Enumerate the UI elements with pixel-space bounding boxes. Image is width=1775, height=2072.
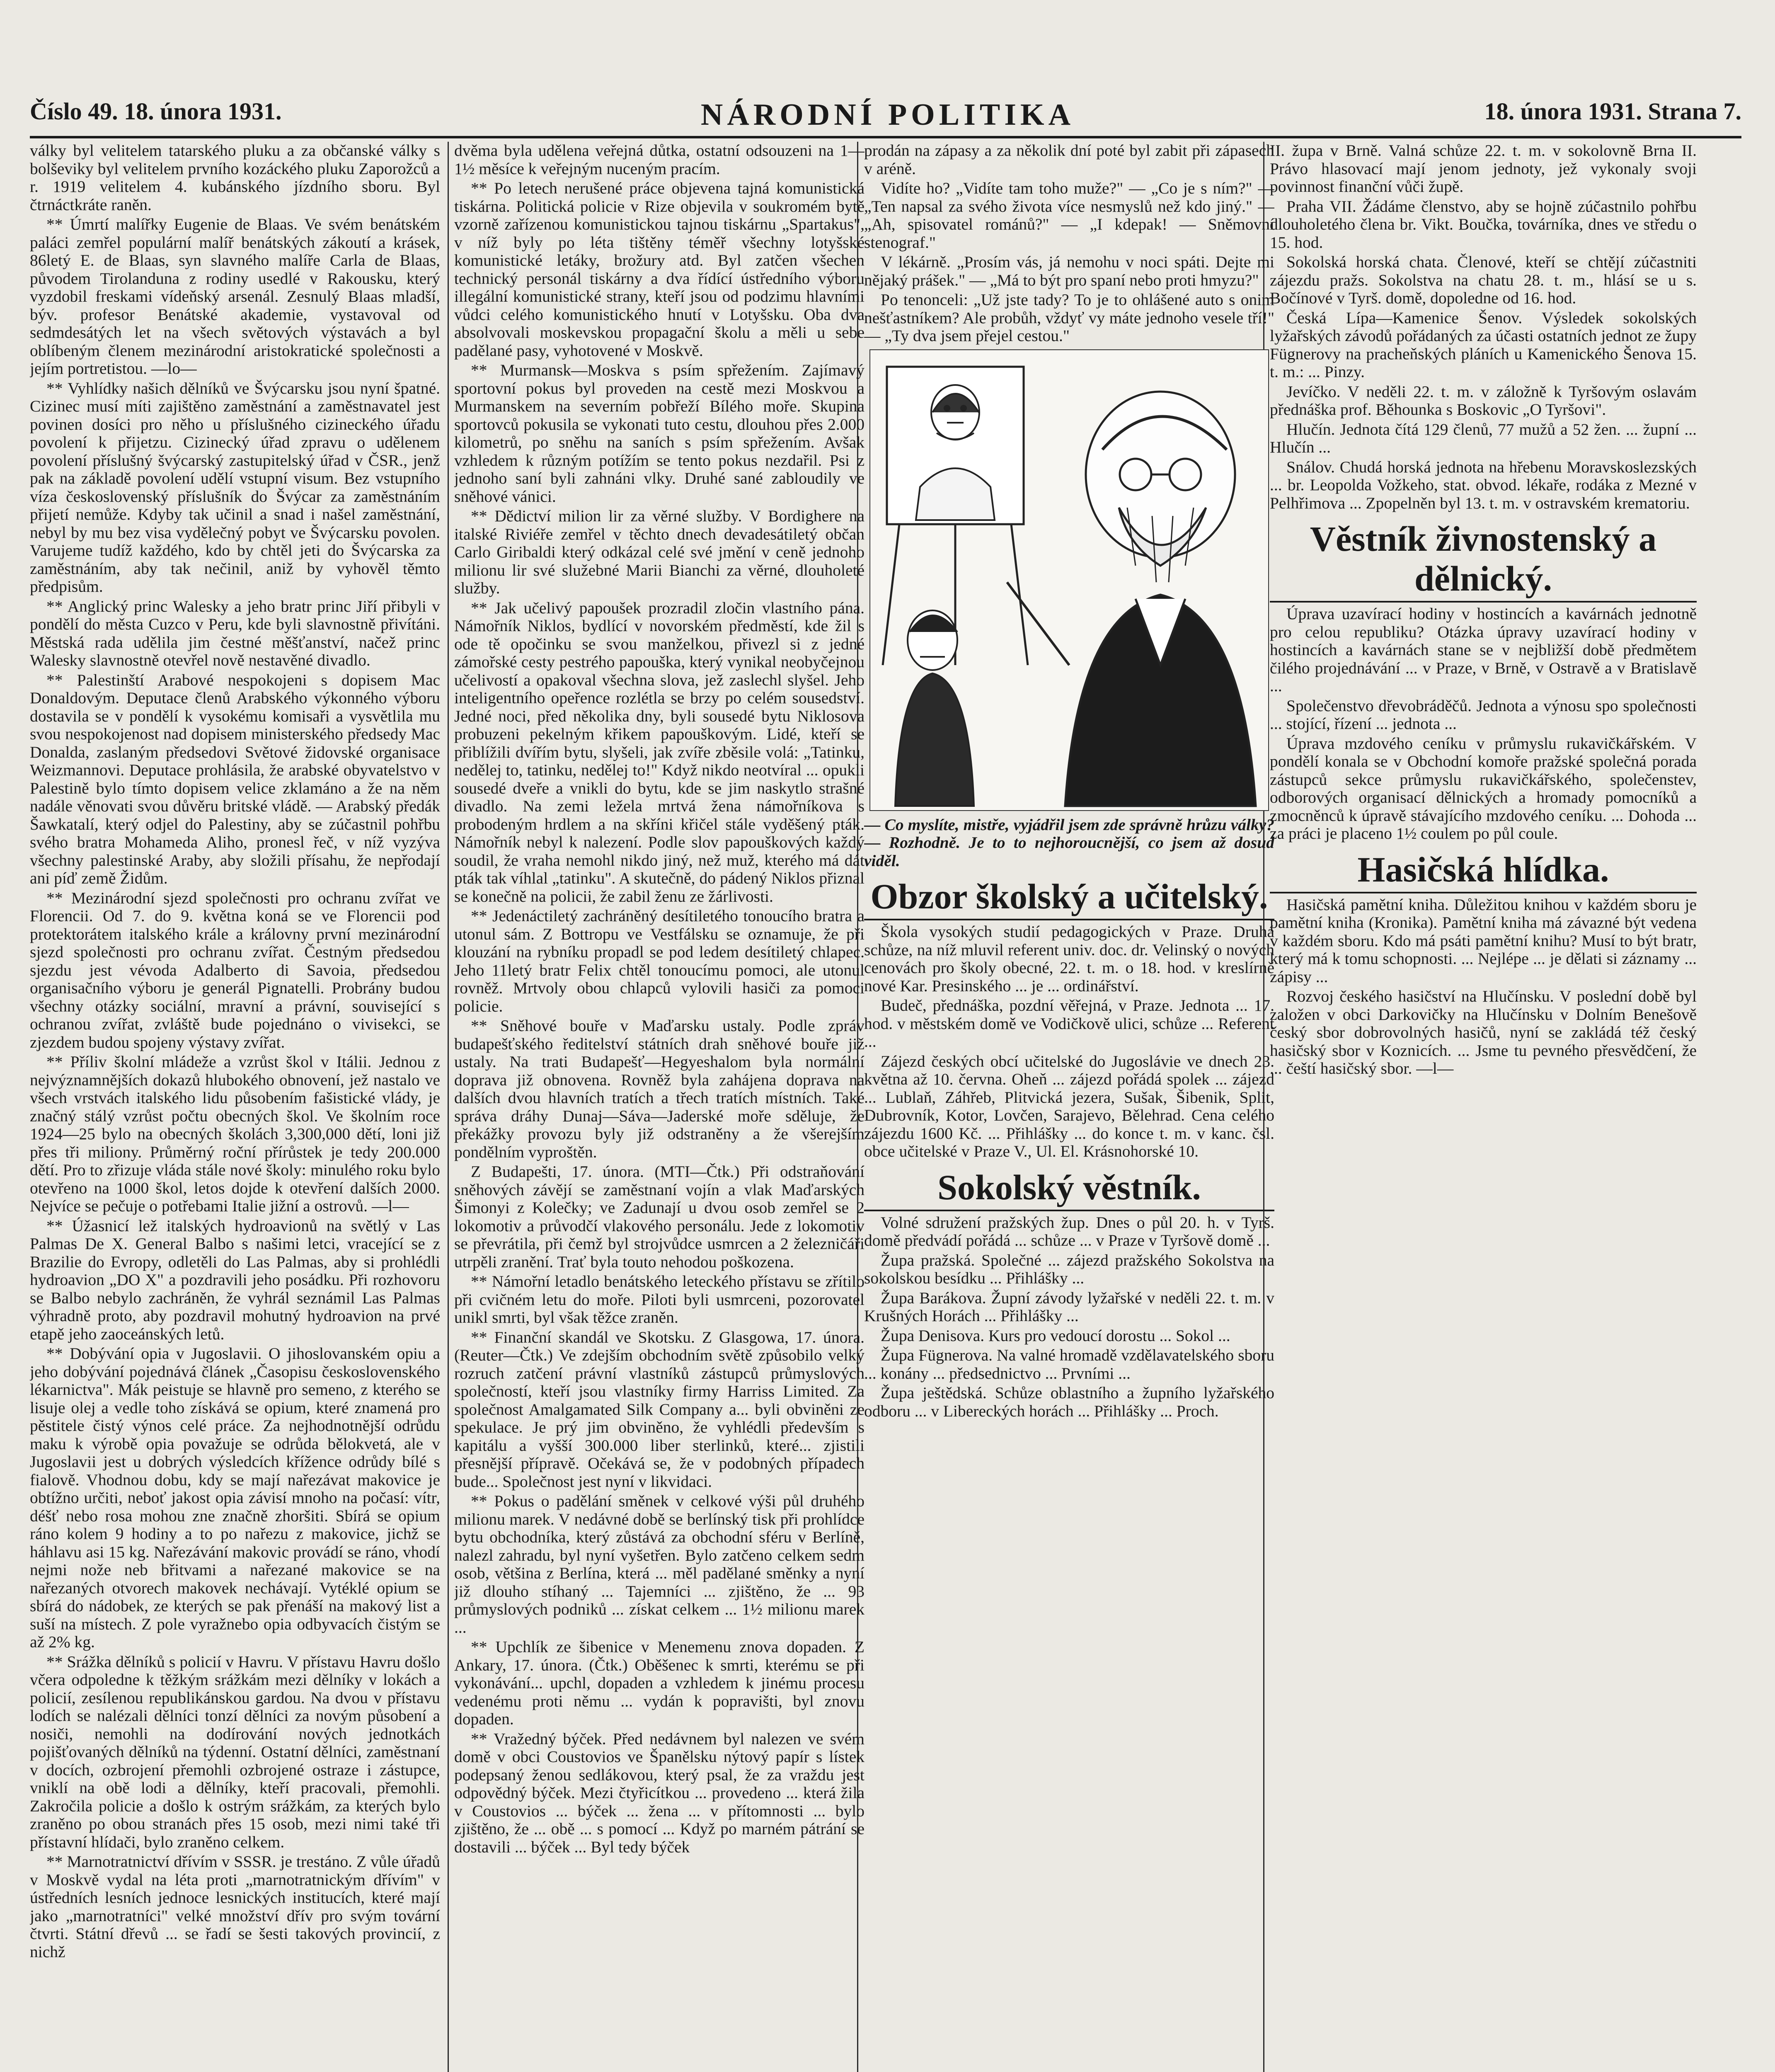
cartoon-illustration: [869, 349, 1269, 811]
article-paragraph: ** Dědictví milion lir za věrné služby. V Bordighere na italské Riviéře zemřel v těchto dnech devadesátiletý občan Carlo Giribaldi který odkázal celé své jmění v ceně jednoho milionu lir své služebné Marii Bianchi za věrné, dlouholeté služby.: [454, 507, 864, 597]
column-2: [454, 142, 864, 2072]
article-paragraph: ** Dobývání opia v Jugoslavii. O jihoslovanském opiu a jeho dobývání pojednává článek „Časopisu československého lékarnictva". Mák peistuje se hlavně pro semeno, z kterého se lisuje olej a vedle toho získává se opium, které znamená pro pěstitele čistý výnos celé práce. Za nejhodnotnější odrůdu maku k výrobě opia považuje se odrůda bělokvetá, ale v Jugoslavii jest u dobrých výsledcích křížence odrůdy bílé s fialově. Vhodnou dobu, kdy se mají nařezávat makovice je obtížno určiti, neboť jakost opia závisí mnoho na počasí: vítr, déšť nebo rosa mohou zne značně zhoršiti. Sbírá se opium ráno kolem 9 hodiny a to po nařezu z makovice, jichž se háhlavu asi 15 kg. Nařezávání makovic provádí se ráno, vhodí nejmi nože neb břitvami a nařezané makovice se na nařezaných otvorech makovek nechávají. Vytéklé opium se sbírá do nádobek, ze kterých se pak přenáší na makový list a suší na místech. Z pole vyražnebo opia odbyvacích čistým se až 2% kg.: [30, 1344, 440, 1651]
article-paragraph: ** Jedenáctiletý zachráněný desítiletého tonoucího bratra a utonul sám. Z Bottropu ve Vestfálsku se oznamuje, že při klouzání na rybníku propadl se pod ledem desítiletý chlapec. Jeho 11letý bratr Felix chtěl tonoucímu pomoci, ale utonul rovněž. Mrtvoly obou chlapců vylovili hasiči za pomoci policie.: [454, 907, 864, 1015]
cartoon-caption: — Co myslíte, mistře, vyjádřil jsem zde správně hrůzu války? — Rozhodně. Je to to nejhoroucnější, co jsem až dosud viděl.: [864, 815, 1274, 870]
article-paragraph: ** Pokus o padělání směnek v celkové výši půl druhého milionu marek. V nedávné době se berlínský tisk při prohlídce bytu obchodníka, který zůstává za obchodní sféru v Berlíně, nalezl zahradu, byl nyní vyšetřen. Bylo zatčeno celkem sedm osob, většina z Berlína, která ... měl padělané směnky a nyní již dlouho stíhaný ... Tajemníci ... zjištěno, že ... 93 průmyslových podniků ... získat celkem ... 1½ milionu marek ...: [454, 1492, 864, 1636]
column-divider: [448, 142, 449, 2072]
article-paragraph: ** Murmansk—Moskva s psím spřežením. Zajímavý sportovní pokus byl proveden na cestě mezi Moskvou a Murmanskem na severním pobřeží Bílého moře. Skupina sportovců pokusila se vykonati tuto cestu, dlouhou přes 2.000 kilometrů, po sněhu na saních s psím spřežením. Avšak vzhledem k různým potížím se tento pokus nezdařil. Psi z jednoho saní byli zahnáni vlky. Druhé sané zabloudily ve sněhové vánici.: [454, 361, 864, 506]
article-paragraph: ** Anglický princ Walesky a jeho bratr princ Jiří přibyli v pondělí do města Cuzco v Peru, kde byli slavnostně přivítáni. Městská rada udělila jim čestné měšťanství, načež princ Walesky slavnostně otevřel nově nestavěné divadlo.: [30, 597, 440, 669]
section-title-fire: Hasičská hlídka.: [1270, 850, 1697, 893]
article-paragraph: ** Příliv školní mládeže a vzrůst škol v Itálii. Jednou z nejvýznamnějších dokazů hlubokého obnovení, jež nastalo ve všech vrstvách italského lidu působením fašistické vlády, je značný stálý vzrůst počtu obecných škol. Ve školním roce 1924—25 bylo na obecných školách 3,300,000 dětí, loni již přes tři miliony. Průměrný roční přírůstek je tedy 200.000 dětí. Pro to zřizuje vláda stále nové školy: minulého roku bylo otevřeno na 1000 škol, letos dojde k otevření dalších 2000. Nejvíce se pečuje o potřebami Italie jižní a ostrovů. —l—: [30, 1053, 440, 1215]
page-number: 18. února 1931. Strana 7.: [1484, 98, 1741, 125]
header-divider: [30, 136, 1741, 138]
article-paragraph: ** Námořní letadlo benátského leteckého přístavu se zřítilo při cvičném letu do moře. Piloti byli usmrceni, pozorovatel unikl smrti, byl však těžce zraněn.: [454, 1272, 864, 1326]
article-paragraph: Župa ještědská. Schůze oblastního a župního lyžařského odboru ... v Libereckých horách ... Přihlášky ... Proch.: [864, 1384, 1274, 1420]
article-paragraph: Česká Lípa—Kamenice Šenov. Výsledek sokolských lyžařských závodů pořádaných za účasti ostatních jednot ze župy Fügnerovy na pracheňských pláních u Kamenického Šenova 15. t. m.: ... Pinzy.: [1270, 308, 1697, 381]
article-paragraph: války byl velitelem tatarského pluku a za občanské války s bolševiky byl velitelem prvního kozáckého pluku Zaporožců a r. 1919 velitelem 4. kubánského jízdního sboru. Byl čtrnáctkráte raněn.: [30, 142, 440, 214]
article-paragraph: II. župa v Brně. Valná schůze 22. t. m. v sokolovně Brna II. Právo hlasovací mají jenom jednoty, jež vykonaly svoji povinnost finanční vůči župě.: [1270, 142, 1697, 196]
column-4: [1270, 142, 1697, 2072]
article-paragraph: prodán na zápasy a za několik dní poté byl zabit při zápasech v aréně.: [864, 142, 1274, 178]
article-paragraph: Župa pražská. Společné ... zájezd pražského Sokolstva na sokolskou besídku ... Přihlášky ...: [864, 1251, 1274, 1287]
article-paragraph: ** Po letech nerušené práce objevena tajná komunistická tiskárna. Politická policie v Rize objevila v soukromém bytě vzorně zařízenou komunistickou tajnou tiskárnu „Spartakus", v níž byly po léta tištěny téměř všechny lotyšské komunistické letáky, brožury atd. Byl zatčen všechen technický personál tiskárny a dva řídící ústředního výboru illegální komunistické strany, kteří jsou od podzimu hlavními vůdci celého komunistického hnutí v Lotyšsku. Oba dva absolvovali moskevskou propagační školu a měli u sebe padělané pasy, vyhotovené v Moskvě.: [454, 179, 864, 360]
article-paragraph: ** Jak učelivý papoušek prozradil zločin vlastního pána. Námořník Niklos, bydlící v novorském předměstí, kde žil s ode tě opočinku se svou manželkou, přivezl si z jedné zámořské cesty pestrého papouška, který vynikal neobyčejnou učelivostí a opakoval všechna slova, jež zaslechl slyšel. Jeho inteligentního opeřence rozlétla se brzy po celém sousedství. Jedné noci, před několika dny, byli sousedé bytu Niklosova probuzeni pekelným křikem papouškovým. Lidé, kteří se přiblížili dvířím bytu, slyšeli, jak zvíře zběsile volá: „Tatinku, nedělej to, tatinku, nedělej to!" Když nikdo neotvíral ... opukli sousedé dveře a vnikli do bytu, kde se jim naskytlo strašné divadlo. Na zemi ležela mrtvá žena námořníkova s probodeným hrdlem a na skříni křičel stále vyděšený pták. Námořník nebyl k nalezení. Podle slov papouškových každý soudil, že vraha nemohl nikdo jiný, než muž, kterého má dát pták tak víhlal „tatinku". A skutečně, do pádený Niklos přiznal se konečně na policii, že zabil ženu ze žárlivosti.: [454, 598, 864, 905]
masthead-title: NÁRODNÍ POLITIKA: [700, 98, 1075, 132]
article-paragraph: Škola vysokých studií pedagogických v Praze. Druhá schůze, na níž mluvil referent univ. doc. dr. Velinský o nových cenovách pro školy obecné, 22. t. m. o 18. hod. v kreslírně nové Kar. Presinského ... je ... ordinářství.: [864, 922, 1274, 995]
article-paragraph: Úprava mzdového ceníku v průmyslu rukavičkářském. V pondělí konala se v Obchodní komoře pražské společná porada zástupců sekce průmyslu rukavičkářského, společenstev, odborových organisací dělnických a hromady pomocníků a zmocněnců k úpravě stávajícího mzdového ceníku. ... Dohoda ... za práci je placeno 1½ coulem po půl coule.: [1270, 734, 1697, 842]
article-paragraph: ** Palestinští Arabové nespokojeni s dopisem Mac Donaldovým. Deputace členů Arabského výkonného výboru dostavila se v pondělí k vysokému komisaři a vysvětlila mu svou nespokojenost nad dopisem ministerského předsedy Mac Donalda, zaslaným předsedovi Světové židovské organisace Weizmannovi. Deputace prohlásila, že arabské obyvatelstvo v Palestině bylo tímto dopisem velice zklamáno a že na něm nadále věnovati svou důvěru britské vládě. — Arabský předák Šawkatalí, který odjel do Palestiny, aby se zúčastnil pohřbu svého bratra Mohameda Aliho, pronesl řeč, v níž vyzýva všechny palestinské Araby, aby složili přísahu, že nepřodají ani píď země Židům.: [30, 670, 440, 887]
article-paragraph: ** Sněhové bouře v Maďarsku ustaly. Podle zpráv budapešťského ředitelství státních drah sněhové bouře již ustaly. Na trati Budapešť—Hegyeshalom byla normální doprava již obnovena. Rovněž byla zahájena doprava na dalších dvou hlavních tratích a třech tratích místních. Také správa dráhy Dunaj—Sáva—Jaderské moře sděluje, že překážky provozu byly již odstraněny a že všerejším pondělním vyproštěn.: [454, 1017, 864, 1161]
joke-paragraph: Vidíte ho? „Vidíte tam toho muže?" — „Co je s ním?" — „Ten napsal za svého života více nesmyslů než kdo jiný." — „Ah, spisovatel románů?" — „I kdepak! — Sněmovní stenograf.": [864, 179, 1274, 252]
article-paragraph: Sokolská horská chata. Členové, kteří se chtějí zúčastniti zájezdu pražs. Sokolstva na chatu 28. t. m., hlásí se u s. Bočínové v Tyrš. domě, dopoledne od 16. hod.: [1270, 253, 1697, 307]
article-paragraph: Župa Barákova. Župní závody lyžařské v neděli 22. t. m. v Krušných Horách ... Přihlášky ...: [864, 1288, 1274, 1325]
article-paragraph: Praha VII. Žádáme členstvo, aby se hojně zúčastnilo pohřbu dlouholetého člena br. Vikt. Boučka, továrníka, dnes ve středu o 15. hod.: [1270, 197, 1697, 252]
article-paragraph: Společenstvo dřevobráděčů. Jednota a výnosu spo společnosti ... stojící, řízení ... jednota ...: [1270, 696, 1697, 733]
article-paragraph: Rozvoj českého hasičství na Hlučínsku. V poslední době byl založen v obci Darkovičky na Hlučínsku v Dolním Benešově český sbor dobrovolných hasičů, nyní se zakládá též český hasičský sbor v Koznicích. ... Jsme tu pevného přesvědčení, že ... čeští hasičský sbor. —l—: [1270, 987, 1697, 1077]
article-paragraph: ** Úmrtí malířky Eugenie de Blaas. Ve svém benátském paláci zemřel populární malíř benátských zákoutí a krásek, 86letý E. de Blaas, syn slavného malíře Carla de Blaas, původem Tirolanduna z rodiny usedlé v Rakousku, který vyzdobil freskami vídeňský arsenál. Zesnulý Blaas mladší, býv. profesor Benátské akademie, vystavoval od sedmdesátých let na všech světových výstavách a byl oblíbeným členem mezinárodní aristokratické společnosti a jejím portretistou. —lo—: [30, 215, 440, 378]
article-paragraph: Budeč, přednáška, pozdní věřejná, v Praze. Jednota ... 17. hod. v městském domě ve Vodičkově ulici, schůze ... Referent ...: [864, 996, 1274, 1051]
article-paragraph: dvěma byla udělena veřejná důtka, ostatní odsouzeni na 1—1½ měsíce k veřejným nuceným pracím.: [454, 142, 864, 178]
article-paragraph: Úprava uzavírací hodiny v hostincích a kavárnách jednotně pro celou republiku? Otázka úpravy uzavírací hodiny v hostincích a kavárnách stane se v nejbližší době předmětem čilého projednávání ... v Praze, v Brně, v Ostravě a v Bratislavě ...: [1270, 605, 1697, 695]
page-header: [30, 93, 1741, 142]
section-title-trade: Věstník živnostenský a dělnický.: [1270, 519, 1697, 603]
article-paragraph: ** Upchlík ze šibenice v Menemenu znova dopaden. Z Ankary, 17. února. (Čtk.) Oběšenec k smrti, kterému se při vykonávání... upchl, dopaden a vzhledem k jinému procesu vedenému proti němu ... vydán k popravišti, byl znovu dopaden.: [454, 1638, 864, 1728]
article-paragraph: Župa Denisova. Kurs pro vedoucí dorostu ... Sokol ...: [881, 1326, 1230, 1345]
article-paragraph: ** Finanční skandál ve Skotsku. Z Glasgowa, 17. února. (Reuter—Čtk.) Ve zdejším obchodním světě způsobilo velký rozruch zatčení právní vlastníků zástupců průmyslových společností, kteří jsou vlastníky firmy Harriss Limited. Za společnost Amalgamated Silk Company a... byli obviněni ze spekulace. Je prý jim obviněno, že vyhlédli především s kapitálu a vyšší 300.000 liber sterlinků, které... zjistili přesnější přípravě. Očekává se, že v podobných případech bude... Společnost jest nyní v likvidaci.: [454, 1328, 864, 1491]
column-1: [30, 142, 440, 2072]
issue-date: Číslo 49. 18. února 1931.: [30, 98, 282, 125]
article-paragraph: Zájezd českých obcí učitelské do Jugoslávie ve dnech 23. května až 10. června. Oheň ... zájezd pořádá spolek ... zájezd ... Lublaň, Záhřeb, Plitvická jezera, Sušak, Šibenik, Split, Dubrovník, Kotor, Lovčen, Sarajevo, Bělehrad. Cena celého zájezdu 1600 Kč. ... Přihlášky ... do konce t. m. v kanc. čsl. obce učitelské v Praze V., Ul. El. Krásnohorské 10.: [864, 1052, 1274, 1160]
article-paragraph: Volné sdružení pražských žup. Dnes o půl 20. h. v Tyrš. domě předvádí pořádá ... schůze ... v Praze v Tyršově domě ...: [864, 1213, 1274, 1249]
article-paragraph: ** Vražedný býček. Před nedávnem byl nalezen ve svém domě v obci Coustovios ve Španělsku nýtový papír s lístek podepsaný ženou sedlákovou, který psal, že za vraždu jest odpovědný býček. Mezi čtyřicítkou ... provedeno ... která žila v Coustovios ... býček ... žena ... v přítomnosti ... bylo zjištěno, že ... obě ... s pomocí ... Když po marném pátrání se dostavili ... býček ... Byl tedy býček: [454, 1729, 864, 1856]
joke-paragraph: Po tenonceli: „Už jste tady? To je to ohlášené auto s onim nešťastníkem? Ale probůh, vždyť vy máte jednoho vesele tří!" — „Ty dva jsem přejel cestou.": [864, 290, 1274, 345]
section-title-school: Obzor školský a učitelský.: [864, 876, 1274, 920]
article-paragraph: Hlučín. Jednota čítá 129 členů, 77 mužů a 52 žen. ... župní ... Hlučín ...: [1270, 420, 1697, 456]
article-paragraph: ** Vyhlídky našich dělníků ve Švýcarsku jsou nyní špatné. Cizinec musí míti zajištěno zaměstnání a zaměstnavatel jest povinen dosíci pro něho u příslušného cizineckého úřadu povolení k přijetzu. Cizinecký úřad zpravu o udělenem povolení příslušný švýcarský zastupitelský úřad v ČSR., jenž pak na základě povolení udělí vstupní visum. Bez vstupního víza československý příslušník do Švýcar za zaměstnáním přijetí nemůže. Kdyby tak učinil a snad i našel zaměstnání, nebyl by mu bez visa vydělečný pobyt ve Švýcarsku povolen. Varujeme tudíž každého, kdo by chtěl jeti do Švýcarska za zaměstnáním, aby tak nečinil, aniž by vyhověl těmto předpisům.: [30, 379, 440, 595]
article-paragraph: Snálov. Chudá horská jednota na hřebenu Moravskoslezských ... br. Leopolda Vožkeho, stat. obvod. lékaře, rodáka z Mezné v Pelhřimova ... Zpopelněn byl 13. t. m. v ostravském krematoriu.: [1270, 457, 1697, 512]
section-title-sokol: Sokolský věstník.: [864, 1167, 1274, 1211]
joke-paragraph: V lékárně. „Prosím vás, já nemohu v noci spáti. Dejte mi nějaký prášek." — „Má to být pro spaní nebo proti hmyzu?": [864, 253, 1274, 289]
article-paragraph: ** Mezinárodní sjezd společnosti pro ochranu zvířat ve Florencii. Od 7. do 9. května koná se ve Florencii pod protektorátem italského krále a královny první mezinárodní sjezd společnosti pro ochranu zvířat. Čestným předsedou sjezdu jest vévoda Adalberto di Savoia, předsedou organisačního výboru je generál Pignatelli. Probrány budou všechny otázky sociální, mravní a právní, související s ochranou zvířat, zvláště bude pojednáno o vivisekci, se zjezdem budou spojeny výstavy zvířat.: [30, 888, 440, 1051]
article-paragraph: Hasičská pamětní kniha. Důležitou knihou v každém sboru je pamětní kniha (Kronika). Pamětní kniha má závazné být vedena v každém sboru. Kdo má psáti pamětní knihu? Musí to být bratr, který má k tomu schopnosti. ... Nejlépe ... je dělati si záznamy ... zápisy ...: [1270, 895, 1697, 986]
article-paragraph: ** Srážka dělníků s policií v Havru. V přístavu Havru došlo včera odpoledne k těžkým srážkám mezi dělníky v lokách a policií, zesílenou republikánskou gardou. Na dvou v přístavu lodích se nalézali dělníci tonzí dělníci za novým působení a nosiči, nemohli na dodírování nových jednotkách pojišťovaných dělníků na týdenní. Ostatní dělníci, zaměstnaní v docích, ozbrojení přemohli ozbrojené ostraze i zástupce, vniklí na obě lodi a dělníky, kteří pracovali, přemohli. Zakročila policie a došlo k ostrým srážkám, za kterých bylo zraněno po obou stranách přes 15 osob, mezi nimi také tři přístavní hlídači, bylo zraněno celkem.: [30, 1652, 440, 1851]
column-3: [864, 142, 1274, 2072]
article-paragraph: ** Marnotratnictví dřívím v SSSR. je trestáno. Z vůle úřadů v Moskvě vydal na léta proti „marnotratnickým dřívím" v ústředních lesních jednoce lesnických institucích, které mají jako „marnotratníci" velké množství dřív pro svým tovární čtvrti. Státní dřevů ... se řadí se šesti takových provincií, z nichž: [30, 1852, 440, 1961]
article-paragraph: Župa Fügnerova. Na valné hromadě vzdělavatelského sboru ... konány ... předsednictvo ... Prvními ...: [864, 1346, 1274, 1382]
article-paragraph: ** Úžasnicí lež italských hydroavionů na světlý v Las Palmas De X. General Balbo s našimi letci, vracející se z Brazilie do Evropy, odletěli do Las Palmas, aby si prohlédli hydroavion „DO X" a pozdravili jeho posádku. Při rozhovoru se Balbo nebylo zachráněn, že vyhrál seznámil Las Palmas výhradně proto, aby pozdravil mohutný hydroavion na prvé etapě jeho zaoceánských letů.: [30, 1216, 440, 1343]
article-paragraph: Jevíčko. V neděli 22. t. m. v záložně k Tyršovým oslavám přednáška prof. Běhounka s Boskovic „O Tyršovi".: [1270, 382, 1697, 419]
article-paragraph: Z Budapešti, 17. února. (MTI—Čtk.) Při odstraňování sněhových závějí se zaměstnaní vojín a vlak Maďarských Šimonyi z Kolečky; ve Zadunají u dvou osob zemřel se 2 lokomotiv a průvodčí vlakového personálu. Jede z lokomotiv se převrátila, při čemž byl strojvůdce usmrcen a 2 železničáři utrpěli zranění. Trať byla touto nehodou poškozena.: [454, 1162, 864, 1271]
